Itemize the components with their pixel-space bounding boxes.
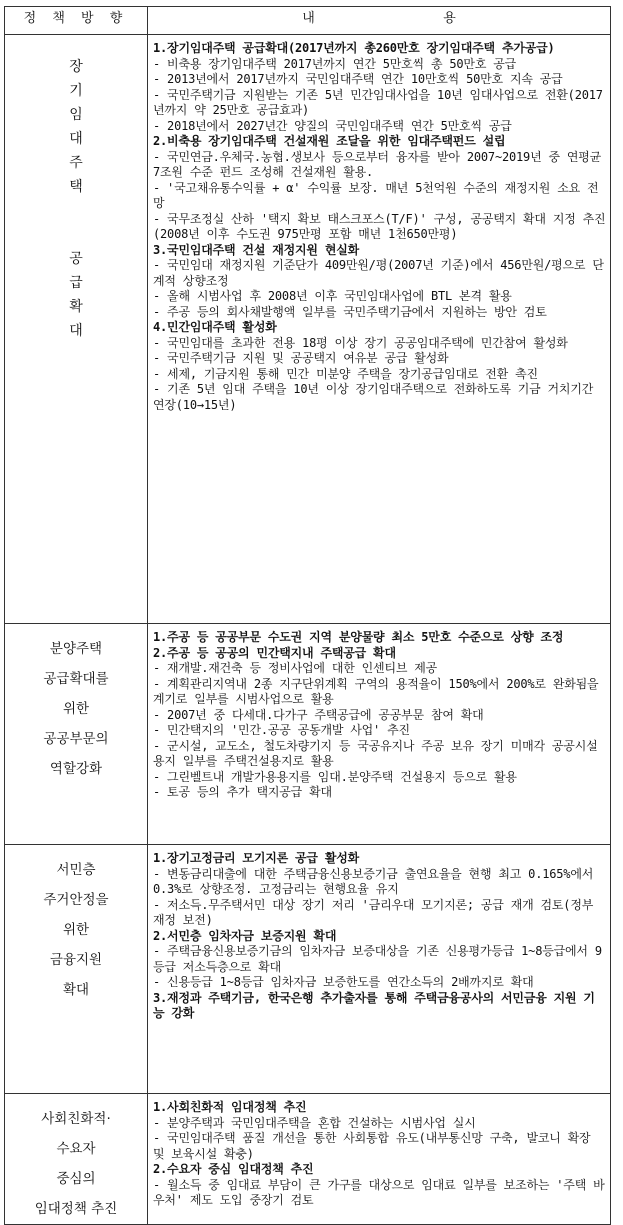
header-content: [148, 7, 611, 35]
row-title-part: 임: [69, 107, 83, 123]
content-bullet: - 주공 등의 회사채발행액 일부를 국민주택기금에서 지원하는 방안 검토: [153, 304, 547, 319]
content-heading: 2.서민층 임차자금 보증지원 확대: [153, 928, 337, 943]
content-bullet: - '국고채유통수익률 + α' 수익률 보장. 매년 5천억원 수준의 재정지원 소요 전망: [153, 180, 599, 210]
row-title-part: 위한: [62, 701, 90, 717]
row-title-part: 대: [69, 323, 83, 339]
row-title-cell: [5, 35, 148, 624]
content-bullet: - 신용등급 1~8등급 임차자금 보증한도를 연간소득의 2배까지로 확대: [153, 975, 534, 989]
content-bullet: - 국민연금.우체국.농협.생보사 등으로부터 융자를 받아 2007~2019년 중 연평균 7조원 수준 펀드 조성해 건설재원 활용.: [153, 149, 609, 179]
content-bullet: - 국민임대를 초과한 전용 18평 이상 장기 공공임대주택에 민간참여 활성화: [153, 335, 568, 350]
row-title-part: 공공부문의: [43, 731, 109, 747]
row-title-part: 공: [69, 251, 83, 267]
content-bullet: - 토공 등의 추가 택지공급 확대: [153, 785, 332, 799]
row-title-cell: [5, 845, 148, 1094]
row-content-cell: [148, 845, 611, 1094]
row-title-part: 주거안정을: [43, 892, 109, 908]
content-bullet: - 세제, 기금지원 통해 민간 미분양 주택을 장기공급임대로 전환 촉진: [153, 366, 538, 381]
row-title: [5, 624, 147, 784]
content-heading: 1.사회친화적 임대정책 추진: [153, 1100, 307, 1114]
content-bullet: - 군시설, 교도소, 철도차량기지 등 국공유지나 주공 보유 장기 미매각 공공시설 용지 일부를 주택건설용지로 활용: [153, 738, 605, 768]
content-heading: 1.주공 등 공공부문 수도권 지역 분양물량 최소 5만호 수준으로 상향 조정: [153, 630, 564, 644]
row-title: [5, 1094, 147, 1224]
row-title-cell: [5, 624, 148, 845]
content-heading: 2.비축용 장기임대주택 건설재원 조달을 위한 임대주택펀드 설립: [153, 134, 506, 148]
content-bullet: - 계획관리지역내 2종 지구단위계획 구역의 용적율이 150%에서 200%로 완화됨을 계기로 일부를 시범사업으로 활용: [153, 676, 606, 706]
row-title-part: 사회친화적·: [41, 1111, 111, 1127]
content-heading: 4.민간임대주택 활성화: [153, 320, 277, 334]
content-heading: 1.장기임대주택 공급확대(2017년까지 총260만호 장기임대주택 추가공급): [153, 41, 555, 55]
content-bullet: - 민간택지의 '민간.공공 공동개발 사업' 추진: [153, 723, 410, 737]
row-title-part: 분양주택: [49, 641, 103, 657]
policy-table: [4, 6, 611, 1225]
content-bullet: - 2007년 중 다세대.다가구 주택공급에 공공부문 참여 확대: [153, 707, 484, 722]
content-bullet: - 국민임대 재정지원 기준단가 409만원/평(2007년 기준)에서 456만원/평으로 단계적 상향조정: [153, 258, 604, 288]
row-title-part: 역할강화: [49, 761, 103, 777]
table-row: [5, 845, 611, 1094]
content-bullet: - 저소득.무주택서민 대상 장기 저리 '금리우대 모기지론; 공급 재개 검토(정부 재정 보전): [153, 897, 601, 927]
row-title-part: 확대: [62, 982, 90, 998]
content-heading: 3.국민임대주택 건설 재정지원 현실화: [153, 242, 360, 257]
row-title-part: 서민층: [56, 862, 96, 878]
content-bullet: - 기존 5년 임대 주택을 10년 이상 장기임대주택으로 전화하도록 기금 거치기간 연장(10→15년): [153, 382, 601, 412]
content-bullet: - 그린벨트내 개발가용용지를 임대.분양주택 건설용지 등으로 활용: [153, 769, 517, 784]
table-row: [5, 624, 611, 845]
header-row: [5, 7, 611, 35]
row-title-part: 대: [69, 131, 83, 147]
row-content-cell: [148, 624, 611, 845]
row-title-part: 택: [69, 179, 83, 195]
row-title: [5, 845, 147, 1005]
header-policy-direction: 정 책 방 향: [5, 7, 148, 35]
row-title-cell: [5, 1094, 148, 1225]
row-title-part: 수요자: [56, 1141, 96, 1157]
row-title-part: 확: [69, 299, 83, 315]
content-bullet: - 비축용 장기임대주택 2017년까지 연간 5만호씩 총 50만호 공급: [153, 56, 517, 71]
content-bullet: - 국민임대주택 품질 개선을 통한 사회통합 유도(내부통신망 구축, 발코니 확장 및 보육시설 확충): [153, 1131, 598, 1161]
content-bullet: - 국무조정실 산하 '택지 확보 태스크포스(T/F)' 구성, 공공택지 확대 지정 추진(2008년 이후 수도권 975만평 포함 매년 1천650만평): [153, 211, 606, 241]
content-bullet: - 변동금리대출에 대한 주택금융신용보증기금 출연요율을 현행 최고 0.165%에서 0.3%로 상향조정. 고정금리는 현행요율 유지: [153, 866, 601, 896]
content-bullet: - 월소득 중 임대료 부담이 큰 가구를 대상으로 임대료 일부를 보조하는 '주택 바우처' 제도 도입 중장기 검토: [153, 1177, 605, 1207]
content-bullet: - 2013년에서 2017년까지 국민임대주택 연간 10만호씩 50만호 지속 공급: [153, 72, 563, 86]
row-title-part: 급: [69, 275, 83, 291]
content-bullet: - 올해 시범사업 후 2008년 이후 국민임대사업에 BTL 본격 활용: [153, 289, 512, 303]
row-title-part: 기: [69, 83, 83, 99]
row-title-part: 장: [69, 59, 83, 75]
header-content-char-1: 내: [302, 11, 315, 26]
content-heading: 1.장기고정금리 모기지론 공급 활성화: [153, 851, 360, 865]
row-content-cell: [148, 35, 611, 624]
title-gap: [5, 199, 147, 247]
row-title-part: 중심의: [56, 1171, 96, 1187]
content-bullet: - 분양주택과 국민임대주택을 혼합 건설하는 시범사업 실시: [153, 1115, 476, 1130]
row-title-part: 공급확대를: [43, 671, 109, 687]
row-content-cell: [148, 1094, 611, 1225]
content-bullet: - 국민주택기금 지원 및 공공택지 여유분 공급 활성화: [153, 351, 449, 365]
content-bullet: - 재개발.재건축 등 정비사업에 대한 인센티브 제공: [153, 661, 438, 675]
header-content-char-2: 용: [443, 11, 456, 26]
content-bullet: - 국민주택기금 지원받는 기존 5년 민간임대사업을 10년 임대사업으로 전환(2017년까지 약 25만호 공급효과): [153, 87, 603, 117]
row-title-part: 위한: [62, 922, 90, 938]
table-row: [5, 1094, 611, 1225]
row-title-part: 금융지원: [49, 952, 103, 968]
content-heading: 3.재정과 주택기금, 한국은행 추가출자를 통해 주택금융공사의 서민금융 지원 기능 강화: [153, 990, 595, 1020]
row-title-vertical: [5, 35, 147, 343]
table-row: [5, 35, 611, 624]
row-title-part: 주: [69, 155, 83, 171]
content-bullet: - 2018년에서 2027년간 양질의 국민임대주택 연간 5만호씩 공급: [153, 118, 512, 133]
row-title-part: 임대정책 추진: [34, 1201, 118, 1217]
content-heading: 2.수요자 중심 임대정책 추진: [153, 1162, 314, 1176]
content-heading: 2.주공 등 공공의 민간택지내 주택공급 확대: [153, 645, 396, 660]
content-bullet: - 주택금융신용보증기금의 임차자금 보증대상을 기존 신용평가등급 1~8등급에서 9등급 저소득층으로 확대: [153, 944, 602, 974]
